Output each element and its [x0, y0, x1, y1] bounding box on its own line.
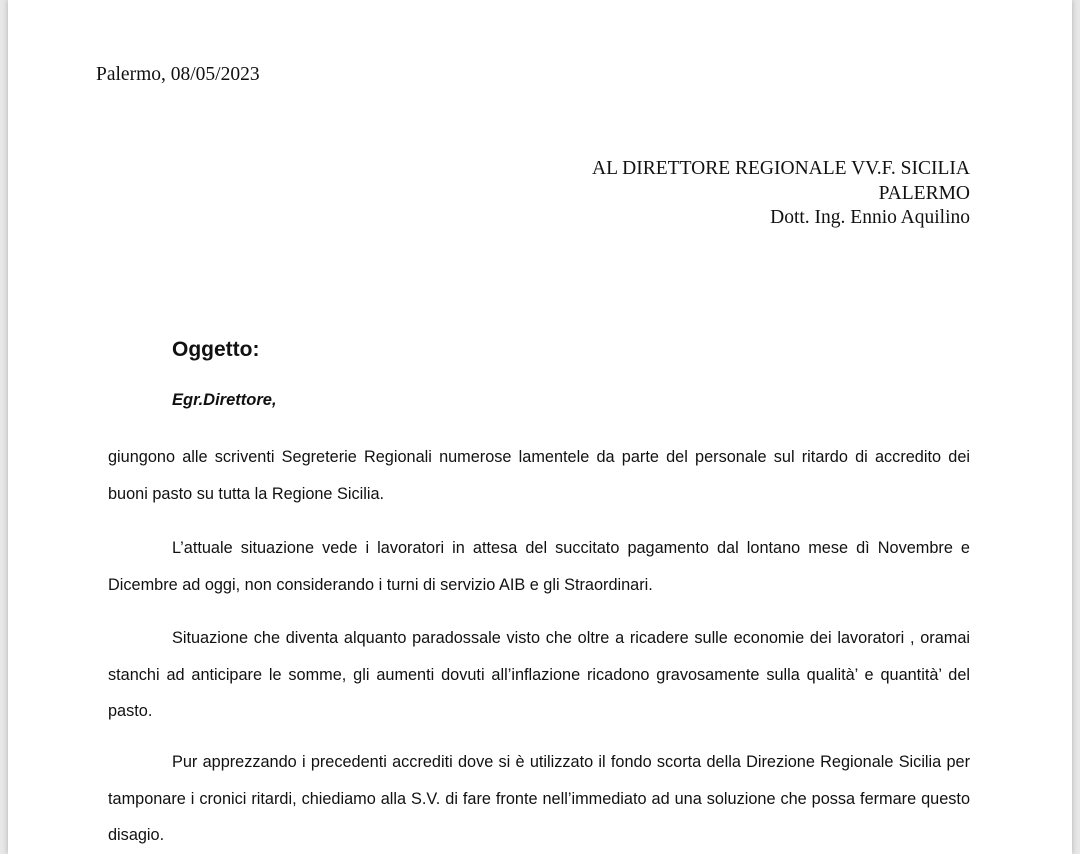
paragraph-2: L’attuale situazione vede i lavoratori in attesa del succitato pagamento dal lontano mese dì Novembre e Dicembre ad oggi, non considerando i turni di servizio AIB e gli Straordinari. [108, 539, 970, 594]
paragraph-3: Situazione che diventa alquanto paradossale visto che oltre a ricadere sulle economie dei lavoratori , oramai stanchi ad anticipare le somme, gli aumenti dovuti all’inflazione ricadono gravosamente sulla qualità’ e quantità’ del pasto. [108, 629, 970, 720]
greeting: Egr.Direttore, [172, 391, 277, 409]
paragraph-4: Pur apprezzando i precedenti accrediti dove si è utilizzato il fondo scorta della Direzione Regionale Sicilia per tamponare i cronici ritardi, chiediamo alla S.V. di fare fronte nell’immediato ad una soluzione che possa fermare questo disagio. [108, 753, 970, 844]
date-line: Palermo, 08/05/2023 [96, 64, 260, 85]
document-page [8, 0, 1072, 854]
paragraph-1: giungono alle scriventi Segreterie Regionali numerose lamentele da parte del personale sul ritardo di accredito dei buoni pasto su tutta la Regione Sicilia. [108, 448, 970, 503]
recipient-line-3: Dott. Ing. Ennio Aquilino [770, 207, 970, 228]
recipient-line-1: AL DIRETTORE REGIONALE VV.F. SICILIA [592, 158, 970, 179]
recipient-line-2: PALERMO [878, 182, 970, 204]
recipient-block [592, 157, 970, 231]
subject-label: Oggetto: [172, 338, 260, 361]
